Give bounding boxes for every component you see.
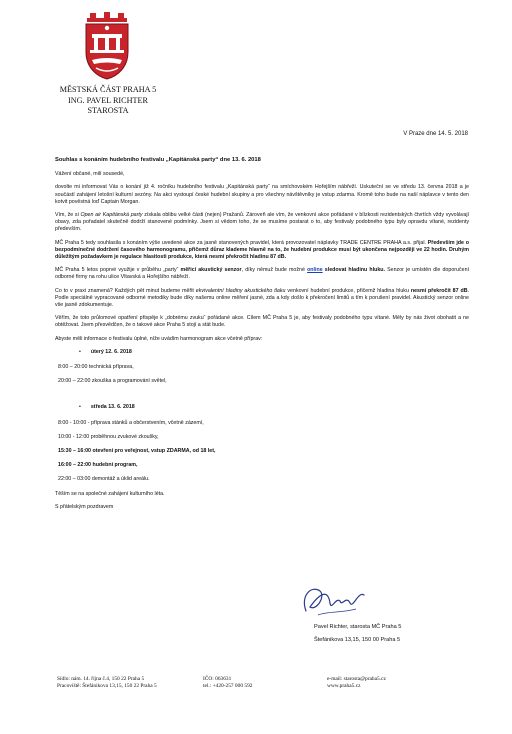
- schedule-item: 22:00 – 03:00 demontáž a úklid areálu.: [58, 476, 150, 483]
- letter-body: [55, 157, 469, 517]
- text-run: , díky němuž bude možné: [241, 267, 308, 274]
- coat-of-arms-icon: [82, 12, 132, 80]
- paragraph-conditions: [55, 240, 469, 262]
- greeting: Vážení občané, milí sousedé,: [55, 171, 125, 178]
- schedule-item: 16:00 – 22:00 hudební program,: [58, 462, 138, 469]
- closing-line: Těším se na společné zahájení kulturního léta.: [55, 490, 165, 497]
- footer-ico: IČO: 063631: [203, 676, 232, 682]
- paragraph-schedule-intro: Abyste měli informace o festivalu úplné, níže uvádím harmonogram akce včetně příprav:: [55, 335, 263, 342]
- footer-seat: Sídlo: nám. 14. října č.4, 150 22 Praha 5: [57, 676, 145, 682]
- mayor-name: ING. PAVEL RICHTER: [68, 95, 148, 105]
- regards-line: S přátelským pozdravem: [55, 503, 114, 510]
- schedule-item: 15:30 – 16:00 otevření pro veřejnost, vstup ZDARMA, od 18 let,: [58, 448, 216, 455]
- conditions-emphasis: Především jde o bezpodmínečné dodržení časového harmonogramu, přičemž důraz klademe hlavně na to, že hudební produkce musí být ukončena nejpozději ve 22 hodin. Druhým důležitým požadavkem je regulace hlasitosti produkce, která nesmí překročit hladinu 87 dB.: [55, 239, 469, 261]
- schedule-item: 8:00 - 10:00 - příprava stánků a občerstvením, včetně zázemí,: [58, 419, 204, 426]
- text-run: MČ Praha 5 tedy souhlasila s konáním výše uvedené akce za jasně stanovených pravidel, která provozovatel náplavky TRADE CENTRE PRAHA a.s. přijal.: [55, 239, 428, 246]
- schedule-day-wednesday: • středa 13. 6. 2018: [79, 404, 469, 411]
- paragraph-belief: Věřím, že toto průlomové opatření přispěje k „dobrému zvuku“ pořádané akce. Cílem MČ Praha 5 je, aby festivaly podobného typu vítané. Měly by nás život obohatit a ne obtěžovat. Jsem přesvědčen, že o takové akce Praha 5 stojí a stát bude.: [55, 315, 469, 329]
- footer-contacts: [327, 676, 386, 691]
- limit-emphasis: nesmí překročit 87 dB: [410, 287, 468, 294]
- noise-emphasis: sledovat hladinu hluku.: [322, 267, 385, 274]
- measurement-term: ekvivalentní hladiny akustického tlaku: [195, 287, 286, 294]
- mayor-title: STAROSTA: [87, 106, 129, 115]
- schedule-item: 8:00 – 20:00 technická příprava,: [58, 364, 134, 371]
- sensor-emphasis: měřicí akustický senzor: [180, 267, 242, 274]
- schedule-day-tuesday: • úterý 12. 6. 2018: [79, 349, 469, 356]
- text-run: Co to v praxi znamená? Každých pět minut budeme měřit: [55, 287, 196, 294]
- signer-name: Pavel Richter, starosta MČ Praha 5: [314, 624, 402, 630]
- footer-ids: [203, 676, 252, 691]
- footer-address: [57, 676, 157, 691]
- schedule-item: 20:00 – 22:00 zkouška a programování světel,: [58, 378, 167, 385]
- text-run: Senzor je umístěn dle doporučení odborné firmy na rohu ulice Vltavská a Hořejšího nábřeží.: [55, 267, 469, 281]
- signature-image: [298, 581, 368, 621]
- signer-block: [314, 621, 401, 647]
- text-run: . Podle speciálně vypracované odborné metodiky bude díky našemu online měření jasné, zda a kdy došlo k překročení limitů a tím k porušení pravidel. Akustický senzor online vše jasně zdokumentuje.: [55, 287, 469, 309]
- text-run: MČ Praha 5 letos poprvé využije v průběhu „party“: [55, 267, 181, 274]
- paragraph-measurement: [55, 288, 469, 310]
- office-name: MĚSTSKÁ ČÁST PRAHA 5: [59, 85, 157, 94]
- footer-workplace: Pracoviště: Štefánikova 13,15, 150 22 Praha 5: [57, 683, 157, 690]
- signer-address: Štefánikova 13,15, 150 00 Praha 5: [314, 637, 401, 643]
- schedule-item: 10:00 - 12:00 proběhnou zvukové zkoušky,: [58, 433, 159, 440]
- footer-tel: tel.: +420-257 000 592: [203, 683, 253, 690]
- paragraph-sensor: [55, 267, 469, 281]
- footer-web[interactable]: www.praha5.cz: [327, 683, 361, 690]
- paragraph-popularity: [55, 212, 469, 234]
- text-run: získala oblibu velké části (nejen) Pražanů. Zároveň ale vím, že venkovní akce pořádané v blízkosti rezidentských čtvrtích vždy vyvolávají obavy, zda pořadatel skutečně dodrží stanovené podmínky. Jsem si vědom toho, že se musíme postarat o to, aby festivaly podobného typu byly opravdu vítané, rezidenty především.: [55, 212, 469, 233]
- text-run: venkovní hudební produkce, přičemž hladina hluku: [285, 287, 411, 294]
- paragraph-intro: dovolte mi informovat Vás o konání již 4. ročníku hudebního festivalu „Kapitánská party“ na smíchovském Hořejším nábřeží. Uskuteční se ve středu 13. června 2018 a je součástí zahájení letošní kulturní sezóny. Na akci vystoupí české hudební skupiny a pro všechny návštěvníky je vstup zdarma. Kromě toho bude na naší náplavce v tento den kotvit pověstná loď Captain Morgan.: [55, 184, 469, 205]
- office-heading: [40, 85, 176, 117]
- letter-date: V Praze dne 14. 5. 2018: [403, 131, 468, 137]
- text-run: Vím, že si: [55, 212, 81, 219]
- footer-email[interactable]: e-mail: starosta@praha5.cz: [327, 676, 386, 682]
- event-name: Open air Kapitánská party: [80, 212, 143, 219]
- letter-subject: Souhlas s konáním hudebního festivalu „Kapitánská party“ dne 13. 6. 2018: [55, 157, 261, 163]
- online-link[interactable]: online: [307, 267, 323, 274]
